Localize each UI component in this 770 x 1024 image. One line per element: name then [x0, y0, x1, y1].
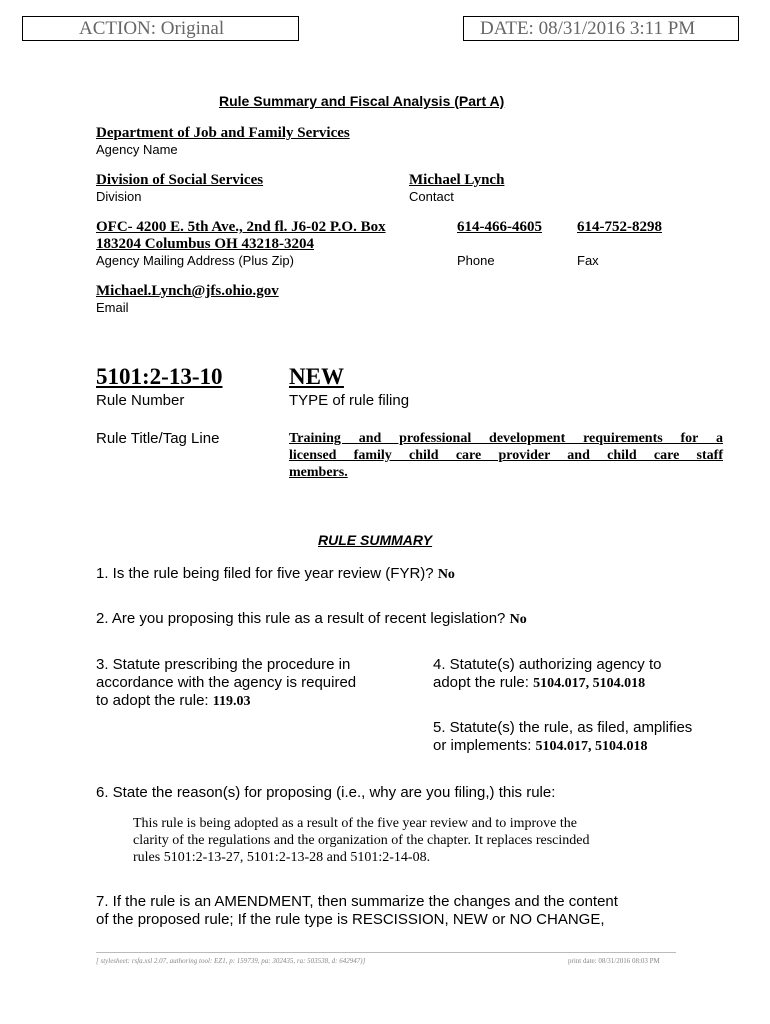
answer-6-line2: clarity of the regulations and the organization of the chapter. It replaces rescinded — [133, 833, 590, 848]
rule-title-label: Rule Title/Tag Line — [96, 430, 220, 447]
answer-4: 5104.017, 5104.018 — [533, 676, 646, 691]
footer-divider — [96, 952, 676, 953]
question-3 — [96, 656, 356, 711]
contact-name: Michael Lynch — [409, 172, 505, 188]
answer-5: 5104.017, 5104.018 — [535, 739, 648, 754]
mailing-address-line2: 183204 Columbus OH 43218-3204 — [96, 236, 314, 252]
rule-title — [289, 430, 723, 481]
fax-label: Fax — [577, 253, 599, 268]
answer-1: No — [437, 567, 455, 582]
rule-type-label: TYPE of rule filing — [289, 392, 410, 409]
question-5-line2: or implements: — [433, 737, 532, 754]
rule-type: NEW — [289, 364, 344, 389]
question-4 — [433, 656, 661, 693]
rule-number: 5101:2-13-10 — [96, 364, 223, 389]
question-1 — [96, 565, 455, 584]
rule-title-line3: members. — [289, 465, 348, 480]
answer-2: No — [509, 612, 527, 627]
phone-number: 614-466-4605 — [457, 219, 542, 235]
question-3-line3: to adopt the rule: — [96, 692, 209, 709]
question-2-text: 2. Are you proposing this rule as a result of recent legislation? — [96, 610, 506, 627]
date-text: DATE: 08/31/2016 3:11 PM — [480, 18, 696, 39]
agency-name: Department of Job and Family Services — [96, 125, 350, 141]
fax-number: 614-752-8298 — [577, 219, 662, 235]
answer-6-line3: rules 5101:2-13-27, 5101:2-13-28 and 5101:2-14-08. — [133, 850, 431, 865]
footer-stylesheet-info: [ stylesheet: rsfa.xsl 2.07, authoring tool: EZ1, p: 159739, pa: 302435, ra: 503538, d: 642947)] — [96, 957, 366, 965]
question-4-line1: 4. Statute(s) authorizing agency to — [433, 656, 662, 673]
question-3-line2: accordance with the agency is required — [96, 674, 357, 691]
question-7 — [96, 893, 618, 929]
mailing-address-label: Agency Mailing Address (Plus Zip) — [96, 253, 294, 268]
email-label: Email — [96, 300, 129, 315]
question-7-line1: 7. If the rule is an AMENDMENT, then summarize the changes and the content — [96, 893, 618, 910]
question-6: 6. State the reason(s) for proposing (i.e., why are you filing,) this rule: — [96, 784, 556, 801]
rule-title-line2: licensed family child care provider and child care staff — [289, 448, 723, 463]
phone-label: Phone — [457, 253, 495, 268]
footer-print-date: print date: 08/31/2016 08:03 PM — [568, 957, 660, 965]
question-2 — [96, 610, 527, 629]
division-label: Division — [96, 189, 142, 204]
question-5-line1: 5. Statute(s) the rule, as filed, amplifies — [433, 719, 693, 736]
contact-label: Contact — [409, 189, 454, 204]
question-5 — [433, 719, 692, 756]
email-address: Michael.Lynch@jfs.ohio.gov — [96, 283, 279, 299]
answer-6 — [133, 815, 590, 866]
rule-title-line1: Training and professional development requirements for a — [289, 431, 723, 446]
question-4-line2: adopt the rule: — [433, 674, 529, 691]
question-3-line1: 3. Statute prescribing the procedure in — [96, 656, 351, 673]
division-name: Division of Social Services — [96, 172, 264, 188]
mailing-address-line1: OFC- 4200 E. 5th Ave., 2nd fl. J6-02 P.O. Box — [96, 219, 386, 235]
answer-6-line1: This rule is being adopted as a result of the five year review and to improve the — [133, 816, 577, 831]
action-text: ACTION: Original — [79, 18, 225, 39]
rule-summary-heading: RULE SUMMARY — [318, 532, 433, 548]
rule-number-label: Rule Number — [96, 392, 185, 409]
question-1-text: 1. Is the rule being filed for five year review (FYR)? — [96, 565, 434, 582]
page-title: Rule Summary and Fiscal Analysis (Part A) — [219, 93, 505, 109]
answer-3: 119.03 — [212, 694, 251, 709]
question-7-line2: of the proposed rule; If the rule type is RESCISSION, NEW or NO CHANGE, — [96, 911, 605, 928]
agency-name-label: Agency Name — [96, 142, 178, 157]
date-box — [463, 16, 739, 41]
action-box — [22, 16, 299, 41]
